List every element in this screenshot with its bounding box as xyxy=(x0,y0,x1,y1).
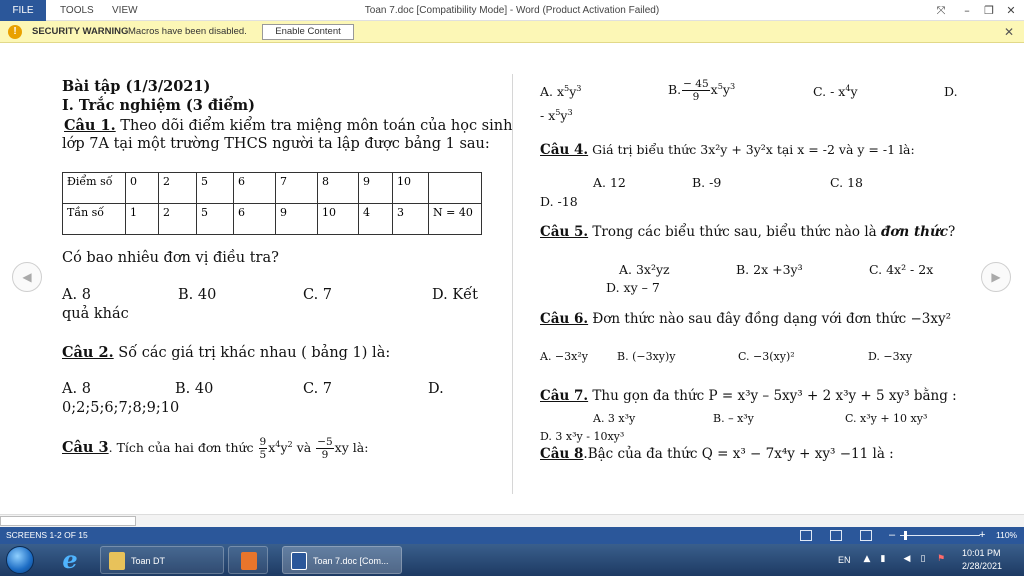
folder-icon xyxy=(109,552,125,570)
table-cell xyxy=(429,173,482,204)
next-screen-icon[interactable]: ▶ xyxy=(981,262,1011,292)
table-cell: Tần số xyxy=(63,204,126,235)
q3-option-d-cont: - $x^5y^3$ xyxy=(540,106,573,123)
q1-question: Có bao nhiêu đơn vị điều tra? xyxy=(62,250,279,266)
table-cell: 6 xyxy=(234,173,276,204)
table-cell: N = 40 xyxy=(429,204,482,235)
volume-icon[interactable]: ◀ xyxy=(903,554,911,564)
q3-option-d: D. xyxy=(944,84,958,99)
q4-text: Giá trị biểu thức 3x²y + 3y²x tại x = -2 và y = -1 là: xyxy=(588,142,915,157)
table-cell: 2 xyxy=(159,173,197,204)
q2-option-d-cont: 0;2;5;6;7;8;9;10 xyxy=(62,400,180,416)
q1-option-d-cont: quả khác xyxy=(62,306,129,322)
table-row xyxy=(63,173,482,204)
q1-option-d: D. Kết xyxy=(432,287,478,303)
q8-label: Câu 8 xyxy=(540,446,584,462)
start-button-icon[interactable] xyxy=(6,546,34,574)
screen-count: SCREENS 1-2 OF 15 xyxy=(6,530,88,540)
table-cell: 5 xyxy=(197,204,234,235)
security-warning-label: SECURITY WARNING xyxy=(32,26,129,37)
q3-stem: Câu 3. Tích của hai đơn thức $\frac{9}{5}$ $x^4y^2$ và $\frac{-5}{9}$ xy là: xyxy=(62,436,369,461)
table-row xyxy=(63,204,482,235)
internet-explorer-icon[interactable]: e xyxy=(62,545,78,574)
taskbar-item-media[interactable] xyxy=(228,546,268,574)
status-bar xyxy=(0,527,1024,544)
table-cell: 3 xyxy=(393,204,429,235)
q2-option-c: C. 7 xyxy=(303,381,333,397)
q2-option-a: A. 8 xyxy=(62,381,91,397)
print-layout-icon[interactable] xyxy=(830,530,842,541)
language-indicator[interactable]: EN xyxy=(838,555,851,565)
word-icon xyxy=(291,552,307,570)
q5-stem: Câu 5. Trong các biểu thức sau, biểu thức nào là đơn thức? xyxy=(540,224,956,240)
q5-emphasis: đơn thức xyxy=(880,224,949,240)
q1-option-c: C. 7 xyxy=(303,287,333,303)
q3-option-c: C. - $x^4y$ xyxy=(813,82,858,99)
q3-fraction-2: $\frac{-5}{9}$ xyxy=(317,436,333,461)
q7-option-b: B. – x³y xyxy=(713,412,754,425)
security-warning-message: Macros have been disabled. xyxy=(128,26,247,37)
fullscreen-icon[interactable]: ⤧ xyxy=(936,4,946,17)
section-title: I. Trắc nghiệm (3 điểm) xyxy=(62,97,255,114)
q5-text: Trong các biểu thức sau, biểu thức nào là xyxy=(588,224,881,240)
q1-line2: lớp 7A tại một trường THCS người ta lập được bảng 1 sau: xyxy=(62,136,490,152)
q1-option-b: B. 40 xyxy=(178,287,217,303)
network-icon[interactable]: ▮ xyxy=(880,554,886,564)
doc-heading: Bài tập (1/3/2021) xyxy=(62,78,211,95)
table-cell: 2 xyxy=(159,204,197,235)
table-cell: 6 xyxy=(234,204,276,235)
q7-label: Câu 7. xyxy=(540,388,589,404)
zoom-slider-handle[interactable] xyxy=(904,531,907,540)
q8-text: .Bậc của đa thức Q = x³ − 7x⁴y + xy³ −11 là : xyxy=(583,446,894,462)
web-layout-icon[interactable] xyxy=(860,530,872,541)
q1-line1: Theo dõi điểm kiểm tra miệng môn toán của học sinh xyxy=(115,118,513,134)
tab-view[interactable]: VIEW xyxy=(112,5,138,16)
q6-option-c: C. −3(xy)² xyxy=(738,350,795,363)
q1-stem xyxy=(64,117,512,134)
q6-text: Đơn thức nào sau đây đồng dạng với đơn thức −3xy² xyxy=(588,311,951,327)
zoom-slider[interactable] xyxy=(900,535,980,536)
q5-option-b: B. 2x +3y³ xyxy=(736,262,803,277)
window-title: Toan 7.doc [Compatibility Mode] - Word (Product Activation Failed) xyxy=(364,5,660,16)
previous-screen-icon[interactable]: ◀ xyxy=(12,262,42,292)
read-mode-icon[interactable] xyxy=(800,530,812,541)
table-cell: 0 xyxy=(126,173,159,204)
q3-end: xy là: xyxy=(334,440,369,455)
q6-stem xyxy=(540,311,951,327)
q8-stem xyxy=(540,446,894,462)
q7-option-a: A. 3 x³y xyxy=(593,412,636,425)
zoom-in-icon[interactable]: + xyxy=(979,529,986,541)
table-cell: 1 xyxy=(126,204,159,235)
q2-text: Số các giá trị khác nhau ( bảng 1) là: xyxy=(113,345,391,361)
clock-time[interactable]: 10:01 PM xyxy=(962,548,1001,558)
tab-file[interactable]: FILE xyxy=(0,0,46,21)
table-cell: 9 xyxy=(276,204,318,235)
clock-date[interactable]: 2/28/2021 xyxy=(962,561,1003,571)
q5-option-c: C. 4x² - 2x xyxy=(869,262,934,277)
q3-option-a: A. $x^5y^3$ xyxy=(540,82,582,99)
close-icon[interactable]: ✕ xyxy=(1006,4,1016,17)
q5-option-a: A. 3x²yz xyxy=(619,262,670,277)
q2-option-d: D. xyxy=(428,381,444,397)
q3-option-b: B. $\frac{- 45}{9}$ $x^5y^3$ xyxy=(668,78,736,103)
table-cell: 4 xyxy=(359,204,393,235)
q4-option-d: D. -18 xyxy=(540,194,578,209)
taskbar-item-folder[interactable]: Toan DT xyxy=(100,546,224,574)
media-player-icon xyxy=(241,552,257,570)
taskbar xyxy=(0,544,1024,576)
taskbar-item-word[interactable]: Toan 7.doc [Com... xyxy=(282,546,402,574)
tab-tools[interactable]: TOOLS xyxy=(60,5,94,16)
table-cell: 10 xyxy=(393,173,429,204)
q4-option-c: C. 18 xyxy=(830,175,863,190)
q3-fraction-1: $\frac{9}{5}$ xyxy=(259,436,267,461)
page-divider xyxy=(512,74,513,494)
table-cell: 7 xyxy=(276,173,318,204)
q2-option-b: B. 40 xyxy=(175,381,214,397)
q7-stem xyxy=(540,388,957,404)
q7-option-d: D. 3 x³y - 10xy³ xyxy=(540,430,625,443)
q6-option-d: D. −3xy xyxy=(868,350,913,363)
show-hidden-icons-icon[interactable]: ▲ xyxy=(863,554,871,564)
q3-b-fraction: $\frac{- 45}{9}$ xyxy=(683,78,709,103)
frequency-table xyxy=(62,172,482,235)
q7-text: Thu gọn đa thức P = x³y – 5xy³ + 2 x³y + 5 xy³ bằng : xyxy=(588,388,957,404)
table-cell: 9 xyxy=(359,173,393,204)
restore-icon[interactable]: ❐ xyxy=(984,4,994,17)
minimize-icon[interactable]: – xyxy=(964,4,970,17)
table-cell: 10 xyxy=(318,204,359,235)
table-cell: Điểm số xyxy=(63,173,126,204)
document-area[interactable] xyxy=(0,44,1024,514)
q6-option-b: B. (−3xy)y xyxy=(617,350,676,363)
q3-and: và xyxy=(296,440,312,455)
enable-content-button[interactable]: Enable Content xyxy=(262,24,354,40)
q2-label: Câu 2. xyxy=(62,344,114,361)
q3-text: . Tích của hai đơn thức xyxy=(108,440,254,455)
q6-option-a: A. −3x²y xyxy=(540,350,588,363)
q6-label: Câu 6. xyxy=(540,311,589,327)
q1-label: Câu 1. xyxy=(64,117,116,134)
q7-option-c: C. x³y + 10 xy³ xyxy=(845,412,928,425)
close-warning-icon[interactable]: ✕ xyxy=(1004,25,1015,39)
q4-option-a: A. 12 xyxy=(593,175,626,190)
table-cell: 5 xyxy=(197,173,234,204)
warning-icon: ! xyxy=(8,25,22,39)
q5-option-d: D. xy – 7 xyxy=(606,280,660,295)
page-strip xyxy=(0,514,1024,527)
zoom-level[interactable]: 110% xyxy=(996,530,1018,540)
action-center-icon[interactable]: ⚑ xyxy=(936,554,946,564)
q1-option-a: A. 8 xyxy=(62,287,91,303)
power-icon[interactable]: ▯ xyxy=(920,554,926,564)
q3-label: Câu 3 xyxy=(62,439,109,456)
security-warning-bar xyxy=(0,21,1024,43)
menu-bar xyxy=(0,0,1024,21)
page-thumbnail[interactable] xyxy=(0,516,136,526)
zoom-out-icon[interactable]: – xyxy=(889,529,896,541)
q4-label: Câu 4. xyxy=(540,142,589,158)
q4-option-b: B. -9 xyxy=(692,175,722,190)
table-cell: 8 xyxy=(318,173,359,204)
q4-stem xyxy=(540,142,915,158)
q2-stem xyxy=(62,344,390,361)
q5-label: Câu 5. xyxy=(540,224,589,240)
